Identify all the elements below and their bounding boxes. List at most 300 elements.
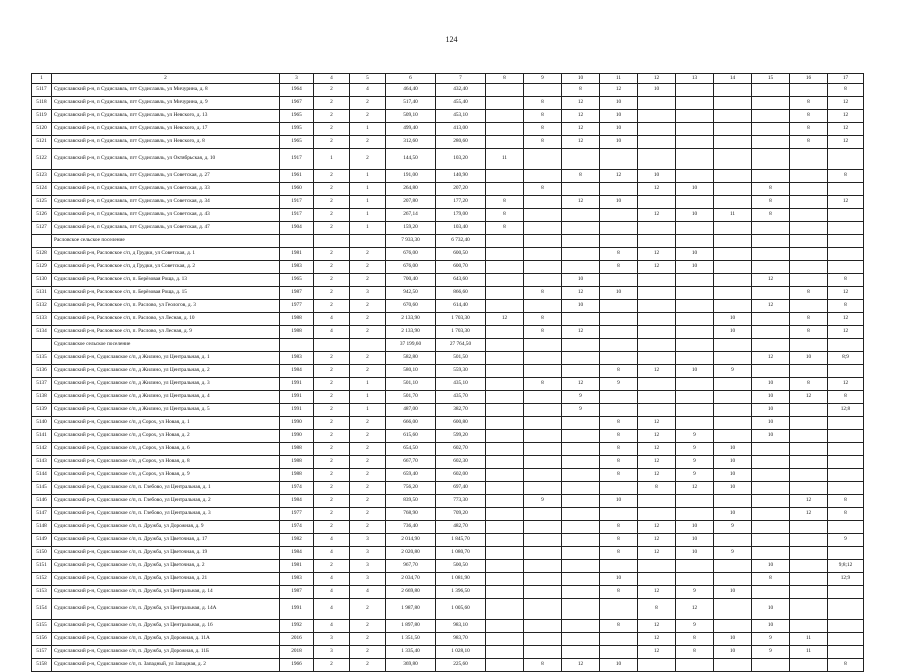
address-cell: Судиславский р-н, Расловское с/п, д Грудки, ул Советская, д. 1 [52,248,280,261]
table-cell [752,659,790,672]
table-cell [676,326,714,339]
table-cell: 2 [314,170,350,183]
table-row [32,222,864,235]
address-cell: Судиславский р-н, Судиславское с/п, п. Дружба, ул Цветочная, д. 17 [52,534,280,547]
table-cell [486,352,524,365]
table-cell: 2 [314,560,350,573]
table-cell: 2 [350,659,386,672]
row-number: 5158 [32,659,52,672]
table-cell [562,646,600,659]
table-cell: 12 [828,287,864,300]
row-number: 5130 [32,274,52,287]
table-cell: 1 987,80 [386,599,436,620]
table-cell: 12 [600,84,638,97]
table-cell [790,560,828,573]
table-cell [486,136,524,149]
table-cell [486,443,524,456]
table-cell [676,97,714,110]
table-cell [600,633,638,646]
table-cell [714,287,752,300]
column-header: 14 [714,74,752,84]
table-cell: 103,20 [436,149,486,170]
row-number: 5152 [32,573,52,586]
table-row [32,170,864,183]
table-cell: 1991 [280,378,314,391]
table-cell [486,339,524,352]
table-cell [638,123,676,136]
housing-register-table [31,73,864,672]
table-cell: 602,00 [436,469,486,482]
table-cell [638,300,676,313]
table-cell [486,646,524,659]
table-cell [676,196,714,209]
table-cell [828,599,864,620]
table-cell [714,417,752,430]
table-cell: 1991 [280,599,314,620]
table-cell [790,365,828,378]
table-cell: 435,10 [436,378,486,391]
table-cell [486,287,524,300]
table-cell: 12 [638,469,676,482]
table-cell: 768,90 [386,508,436,521]
row-number: 5149 [32,534,52,547]
table-cell [790,482,828,495]
table-cell: 8 [600,586,638,599]
table-cell: 2 [350,633,386,646]
table-row [32,391,864,404]
table-cell: 10 [676,248,714,261]
table-cell [714,534,752,547]
table-cell [676,149,714,170]
table-row [32,110,864,123]
table-cell [562,573,600,586]
table-cell: 2 669,80 [386,586,436,599]
table-cell [486,573,524,586]
table-cell: 8 [752,183,790,196]
table-cell [524,339,562,352]
column-header: 10 [562,74,600,84]
table-cell: 10 [638,84,676,97]
table-cell [600,560,638,573]
table-cell: 177,20 [436,196,486,209]
table-cell [752,339,790,352]
table-cell: 8 [600,456,638,469]
table-cell [524,633,562,646]
table-cell: 2 [314,110,350,123]
address-cell: Судиславский р-н, Судиславское с/п, д Сорох, ул Новая, д. 2 [52,430,280,443]
table-cell: 676,00 [386,261,436,274]
table-cell: 1984 [280,547,314,560]
table-cell: 144,50 [386,149,436,170]
table-cell: 10 [752,599,790,620]
table-cell [600,313,638,326]
table-row [32,633,864,646]
table-cell [676,573,714,586]
table-row [32,534,864,547]
table-cell [714,84,752,97]
table-row [32,508,864,521]
row-number: 5121 [32,136,52,149]
table-cell [486,235,524,248]
table-cell: 8 [486,209,524,222]
table-cell: 2 [314,261,350,274]
table-cell [350,339,386,352]
table-cell: 1992 [280,620,314,633]
table-cell: 12 [486,313,524,326]
address-cell: Судиславский р-н, Судиславское с/п, п. Западный, ул Западная, д. 2 [52,659,280,672]
table-row [32,84,864,97]
table-cell: 8 [524,136,562,149]
table-cell [524,586,562,599]
table-cell: 1966 [280,659,314,672]
table-cell: 280,60 [436,136,486,149]
row-number: 5131 [32,287,52,300]
table-cell [524,456,562,469]
table-cell: 2 [314,469,350,482]
table-cell: 10 [638,170,676,183]
address-cell: Судиславский р-н, Судиславское с/п, д Жилино, ул Центральная, д. 1 [52,352,280,365]
table-cell: 9 [676,456,714,469]
table-cell [752,97,790,110]
table-cell: 1 [350,123,386,136]
table-cell: 1 703,30 [436,326,486,339]
table-cell: 2 [350,274,386,287]
table-cell: 8 [828,508,864,521]
table-row [32,573,864,586]
table-cell [790,196,828,209]
row-number: 5141 [32,430,52,443]
table-cell [714,599,752,620]
table-cell: 942,50 [386,287,436,300]
table-cell [790,417,828,430]
table-cell [790,599,828,620]
table-cell [562,482,600,495]
table-cell: 582,80 [386,352,436,365]
table-cell [752,235,790,248]
table-cell [676,84,714,97]
table-cell: 382,70 [436,404,486,417]
table-cell: 103,40 [436,222,486,235]
table-cell [752,136,790,149]
table-cell: 9 [600,378,638,391]
table-cell [638,326,676,339]
table-cell [638,235,676,248]
table-cell [714,404,752,417]
table-cell [486,300,524,313]
table-cell [562,620,600,633]
table-cell [828,209,864,222]
table-cell: 2 [314,97,350,110]
table-cell: 1981 [280,560,314,573]
table-cell: 8 [524,313,562,326]
table-row [32,495,864,508]
table-cell [790,620,828,633]
row-number: 5132 [32,300,52,313]
table-cell: 1 [314,149,350,170]
table-cell [524,300,562,313]
row-number: 5135 [32,352,52,365]
table-cell: 8 [828,274,864,287]
table-cell: 2 [314,456,350,469]
table-cell [486,599,524,620]
table-cell: 8 [524,123,562,136]
table-cell [790,261,828,274]
address-cell: Судиславский р-н, Судиславское с/п, д Сорох, ул Новая, д. 9 [52,469,280,482]
table-cell: 9 [676,430,714,443]
table-cell: 12 [562,136,600,149]
table-cell: 1967 [280,97,314,110]
table-row [32,97,864,110]
column-header: 3 [280,74,314,84]
table-cell: 8 [752,209,790,222]
table-cell: 967,70 [386,560,436,573]
address-cell: Судиславский р-н, Судиславское с/п, п. Дружба, ул Цветочная, д. 19 [52,547,280,560]
table-cell: 709,20 [436,508,486,521]
address-cell: Судиславский р-н, п Судиславль, пгт Судиславль, ул Октябрьская, д. 10 [52,149,280,170]
table-cell [600,209,638,222]
table-cell: 1917 [280,149,314,170]
table-cell: 509,10 [386,110,436,123]
table-cell: 10 [714,443,752,456]
table-cell [714,222,752,235]
table-cell: 2 [314,417,350,430]
row-number: 5147 [32,508,52,521]
row-number: 5137 [32,378,52,391]
table-cell: 2 [314,495,350,508]
table-cell: 10 [562,274,600,287]
table-cell: 8 [562,84,600,97]
table-cell [524,620,562,633]
table-cell: 2 [350,136,386,149]
table-cell [524,196,562,209]
table-cell [828,365,864,378]
table-cell: 12 [790,391,828,404]
table-cell: 1991 [280,391,314,404]
row-number: 5146 [32,495,52,508]
table-cell: 659,40 [386,469,436,482]
table-cell [486,391,524,404]
row-number: 5150 [32,547,52,560]
table-cell: 1917 [280,196,314,209]
table-cell: 11 [790,633,828,646]
table-cell [638,659,676,672]
table-cell: 2 [350,149,386,170]
table-cell [828,586,864,599]
table-cell [562,365,600,378]
table-cell [562,508,600,521]
table-cell [524,84,562,97]
table-cell [714,339,752,352]
table-cell: 8 [600,261,638,274]
table-cell [600,274,638,287]
table-cell: 12 [790,495,828,508]
address-cell: Судиславский р-н, Расловское с/п, п. Раслово, ул Лесная, д. 10 [52,313,280,326]
table-cell: 2 [350,248,386,261]
row-number: 5148 [32,521,52,534]
table-cell: 12 [828,313,864,326]
table-cell [638,508,676,521]
table-cell: 10 [676,534,714,547]
table-cell: 8 [562,170,600,183]
table-cell: 4 [314,534,350,547]
table-cell [486,456,524,469]
table-cell: 2 [350,365,386,378]
table-cell: 500,50 [436,560,486,573]
row-number: 5153 [32,586,52,599]
table-cell: 1 [350,222,386,235]
table-cell: 1 396,50 [436,586,486,599]
address-cell: Судиславский р-н, Судиславское с/п, д Сорох, ул Новая, д. 1 [52,417,280,430]
table-cell [638,352,676,365]
table-cell: 8 [524,378,562,391]
table-cell: 12 [638,365,676,378]
table-cell [676,508,714,521]
table-cell: 12 [562,123,600,136]
row-number: 5134 [32,326,52,339]
table-cell: 8 [600,620,638,633]
table-cell: 1 [350,378,386,391]
row-number: 5155 [32,620,52,633]
section-title: Расловское сельское поселение [52,235,280,248]
column-header: 8 [486,74,524,84]
table-cell [828,547,864,560]
table-cell: 12 [562,287,600,300]
row-number: 5120 [32,123,52,136]
table-cell [714,300,752,313]
table-cell [828,183,864,196]
table-cell [790,248,828,261]
table-cell: 1964 [280,84,314,97]
table-cell [752,456,790,469]
table-cell: 12 [638,430,676,443]
table-cell: 12 [828,136,864,149]
table-cell [486,110,524,123]
table-cell [676,300,714,313]
table-cell [524,521,562,534]
table-cell [714,97,752,110]
table-cell [486,326,524,339]
table-cell [638,274,676,287]
table-cell [562,248,600,261]
table-cell: 10 [714,456,752,469]
table-cell: 2 [314,378,350,391]
table-cell [600,183,638,196]
table-cell: 700,40 [386,274,436,287]
table-cell [486,547,524,560]
address-cell: Судиславский р-н, п Судиславль, пгт Судиславль, ул Советская, д. 47 [52,222,280,235]
table-cell: 453,10 [436,110,486,123]
table-row [32,599,864,620]
table-cell: 8 [600,248,638,261]
table-cell: 1977 [280,300,314,313]
table-cell: 10 [600,573,638,586]
table-cell: 8 [638,482,676,495]
table-cell: 12 [562,378,600,391]
table-cell: 12 [562,110,600,123]
table-cell: 1 [350,170,386,183]
address-cell: Судиславский р-н, Судиславское с/п, п. Дружба, ул Дорожная, д. 11А [52,633,280,646]
table-cell [562,586,600,599]
table-cell [486,261,524,274]
table-row [32,547,864,560]
table-cell [486,430,524,443]
table-cell [676,417,714,430]
table-cell: 8 [600,469,638,482]
table-cell: 2 [314,196,350,209]
table-cell [638,136,676,149]
table-cell [562,417,600,430]
table-cell: 225,60 [436,659,486,672]
table-cell: 2 [314,443,350,456]
table-cell: 4 [314,326,350,339]
table-cell: 12 [752,352,790,365]
table-cell [524,469,562,482]
table-cell: 1987 [280,586,314,599]
table-cell [752,534,790,547]
table-cell: 8 [790,287,828,300]
table-cell: 2 [314,391,350,404]
table-cell [676,495,714,508]
table-cell: 2 [314,123,350,136]
table-cell [524,646,562,659]
table-cell: 697,40 [436,482,486,495]
table-cell [752,123,790,136]
table-cell [790,170,828,183]
table-cell [752,521,790,534]
table-cell: 12 [752,300,790,313]
table-cell: 3 [350,534,386,547]
table-cell [562,547,600,560]
table-cell: 1995 [280,123,314,136]
table-cell: 2 [350,430,386,443]
table-row [32,482,864,495]
table-cell: 2 [314,482,350,495]
table-cell: 600,50 [436,248,486,261]
table-cell: 8 [828,300,864,313]
address-cell: Судиславский р-н, Судиславское с/п, п. Глебово, ул Центральная, д. 2 [52,495,280,508]
table-cell [562,149,600,170]
table-cell [790,222,828,235]
address-cell: Судиславский р-н, Судиславское с/п, п. Дружба, ул Цветочная, д. 21 [52,573,280,586]
table-cell [790,443,828,456]
table-cell [676,391,714,404]
table-cell: 4 [314,599,350,620]
table-cell: 10 [752,620,790,633]
table-cell: 12 [828,378,864,391]
table-cell [600,339,638,352]
table-cell [714,248,752,261]
column-header: 15 [752,74,790,84]
table-cell: 1 081,90 [436,573,486,586]
table-cell: 11 [790,646,828,659]
row-number [32,235,52,248]
address-cell: Судиславский р-н, Расловское с/п, д Грудки, ул Советская, д. 2 [52,261,280,274]
table-cell [486,495,524,508]
table-cell: 756,20 [386,482,436,495]
table-cell: 464,40 [386,84,436,97]
table-cell: 8 [600,417,638,430]
row-number: 5133 [32,313,52,326]
address-cell: Судиславский р-н, Судиславское с/п, п. Дружба, ул Центральная, д. 16 [52,620,280,633]
table-cell: 2 [314,84,350,97]
table-cell [752,482,790,495]
table-cell: 517,40 [386,97,436,110]
table-cell: 2 [350,443,386,456]
table-cell: 2 [314,521,350,534]
table-cell [752,495,790,508]
table-cell [486,365,524,378]
table-cell: 8;9 [828,352,864,365]
